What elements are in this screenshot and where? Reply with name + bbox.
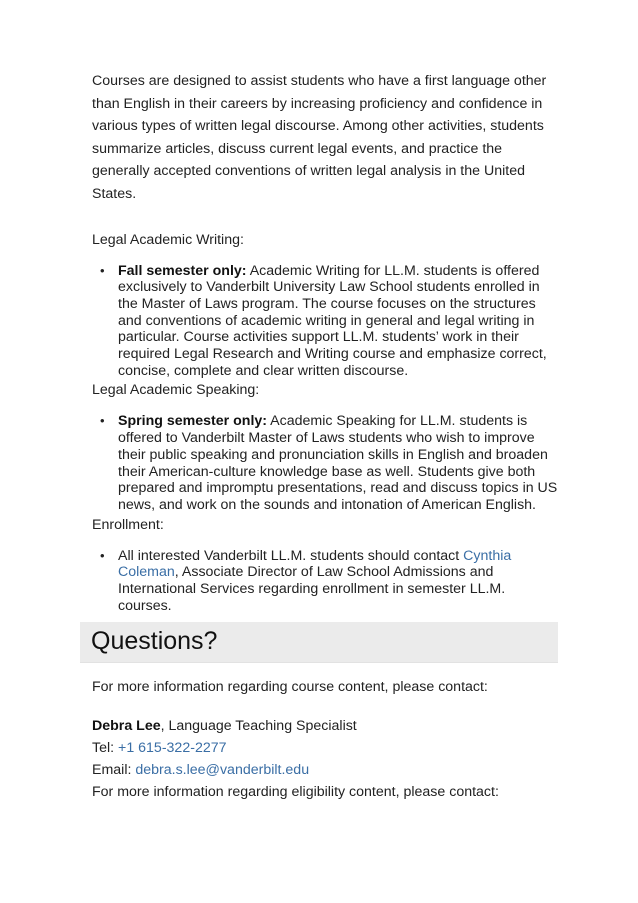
writing-term: Fall semester only: (118, 262, 247, 279)
enrollment-text-before: All interested Vanderbilt LL.M. students should contact (118, 547, 464, 564)
bullet-icon: • (100, 262, 105, 278)
questions-heading-bar (80, 622, 558, 663)
speaking-list (92, 413, 558, 513)
tel-line (92, 737, 562, 759)
cynthia-coleman-link[interactable]: Cynthia Coleman (118, 547, 512, 581)
enrollment-list (92, 548, 558, 615)
eligibility-info-text: For more information regarding eligibility content, please contact: (92, 784, 499, 800)
main-content (92, 70, 558, 615)
tel-label: Tel: (92, 740, 119, 756)
list-item (92, 413, 558, 513)
enrollment-text-after: , Associate Director of Law School Admissions and International Services regarding enrollment in semester LL.M. courses. (118, 564, 506, 614)
writing-description: Academic Writing for LL.M. students is offered exclusively to Vanderbilt University Law School students enrolled in the Master of Laws program. The course focuses on the structures and conventions of academic writing in general and legal writing in particular. Course activities support LL.M. students’ work in their required Legal Research and Writing course and emphasize correct, concise, complete and clear written discourse. (118, 262, 547, 379)
bullet-icon: • (100, 413, 105, 429)
contact-title: , Language Teaching Specialist (160, 718, 357, 734)
contact-line (92, 715, 562, 737)
bullet-icon: • (100, 547, 105, 563)
writing-list (92, 263, 558, 380)
writing-section-label: Legal Academic Writing: (92, 231, 244, 248)
list-item (92, 263, 558, 380)
enrollment-section-label: Enrollment: (92, 516, 164, 533)
questions-heading: Questions? (91, 627, 218, 655)
contact-name: Debra Lee (92, 718, 161, 734)
email-label: Email: (92, 762, 136, 778)
email-link[interactable]: debra.s.lee@vanderbilt.edu (135, 762, 310, 778)
email-line (92, 759, 562, 781)
list-item (92, 548, 558, 615)
course-info-text: For more information regarding course content, please contact: (92, 679, 488, 695)
speaking-section-label: Legal Academic Speaking: (92, 382, 260, 399)
intro-paragraph: Courses are designed to assist students who have a first language other than English in their careers by increasing proficiency and confidence in various types of written legal discourse. Among other activities, students summarize articles, discuss current legal events, and practice the generally accepted conventions of written legal analysis in the United States. (92, 73, 547, 202)
speaking-term: Spring semester only: (118, 413, 268, 430)
tel-link[interactable]: +1 615-322-2277 (118, 740, 227, 756)
speaking-description: Academic Speaking for LL.M. students is offered to Vanderbilt Master of Laws students who wish to improve their public speaking and pronunciation skills in English and broaden their American-culture knowledge base as well. Students give both prepared and impromptu presentations, read and discuss topics in US news, and work on the sounds and intonation of American English. (118, 413, 558, 513)
